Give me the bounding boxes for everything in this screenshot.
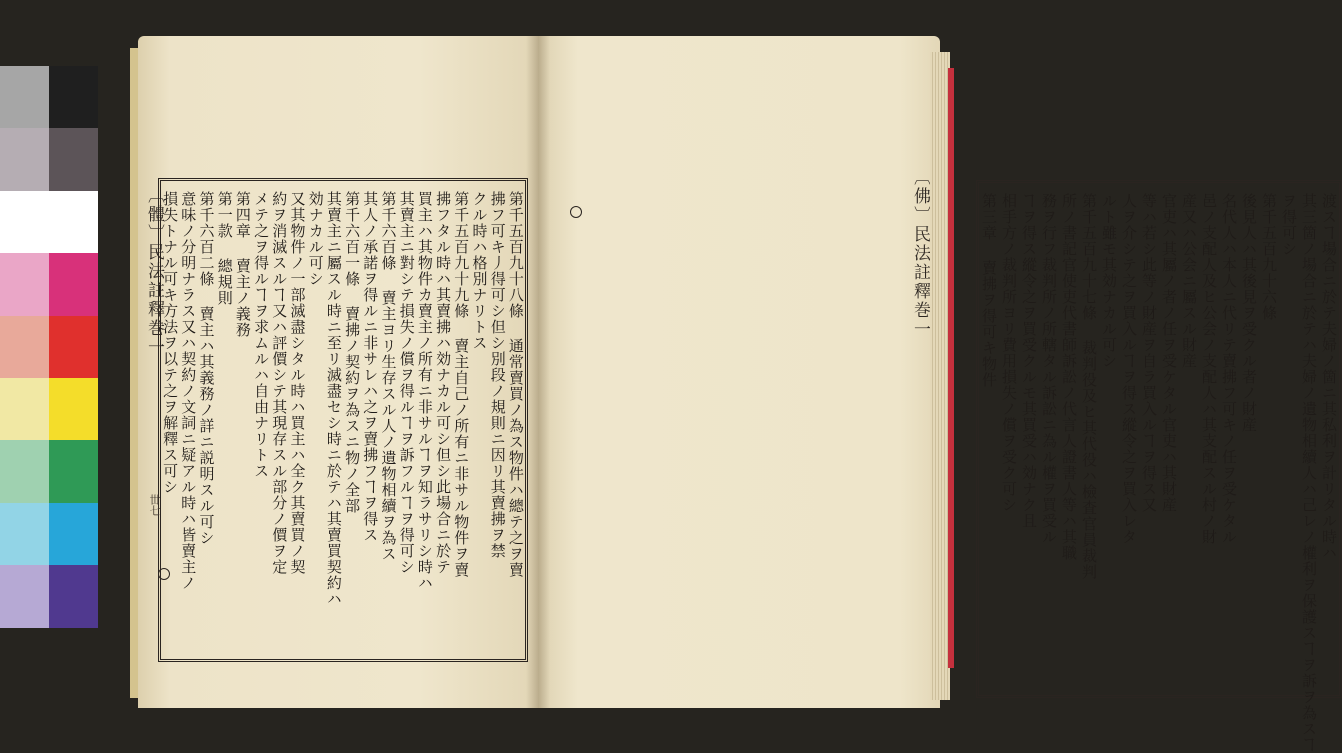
text-column: 其三箇ノ場合ニ於テハ夫婦ノ遺物相續人ハ己レノ權利ヲ保護スヿヲ訴ヲ為スヿ [1300, 193, 1318, 753]
text-column: 第千五百九十七條 裁判役及ヒ其代役ハ檢査官員裁判 [1080, 193, 1098, 580]
text-column: 又其物件ノ一部滅盡シタル時ハ買主ハ全ク其賣買ノ契 [288, 191, 307, 575]
text-column: ヲ得可シ [1280, 193, 1298, 257]
color-swatch [0, 503, 49, 565]
text-column: 買主ハ其物件カ賣主ノ所有ニ非サルヿヲ知ラサリシ時ハ [415, 191, 434, 591]
text-column: 第千五百九十九條 賣主自己ノ所有ニ非サル物件ヲ賣 [452, 191, 471, 578]
color-swatch [49, 316, 98, 378]
text-column: 拂フタル時ハ其賣拂ハ効ナカル可シ但シ此場合ニ於テ [434, 191, 453, 575]
text-column: 拂フ可キ丿得可シ但シ別段ノ規則ニ因リ其賣拂ヲ禁 [488, 191, 507, 559]
text-column: 人ヲ介シテ之ヲ買入ルヿヲ得ス縱令之ヲ買入レタ [1120, 193, 1138, 545]
text-column: 所ノ書記官使吏代書師訴訟ノ代言人證書人等ハ其職 [1060, 193, 1078, 561]
page-edges [930, 52, 950, 700]
red-page-edge [948, 68, 954, 668]
text-column: 其人ノ承諾ヲ得ルニ非サレハ之ヲ賣拂フヿヲ得ス [361, 191, 380, 543]
left-running-header: 〔體〕民法註釋巻一 [144, 186, 164, 357]
text-column: 其賣主ニ對シテ損失ノ償ヲ得ルヿヲ訴フルヿヲ得可シ [397, 191, 416, 575]
text-column: 官吏ハ其屬ノ者ノ任ヲ受ケタル官吏ハ其財産 [1160, 193, 1178, 513]
left-page [138, 36, 538, 708]
color-swatch [0, 565, 49, 627]
margin-circle-mark [570, 206, 582, 218]
color-calibration-strip [0, 66, 98, 628]
text-column: 等ハ若シ此等ノ財産ヲ自ラ買入ルヿヲ得ス又 [1140, 193, 1158, 513]
text-column: 第千五百九十六條 [1260, 193, 1278, 321]
color-swatch [49, 440, 98, 502]
text-column: 第三章 賣拂ヲ得可キ物件 [980, 193, 998, 388]
text-column: 邑ノ支配人及ヒ公会ノ支配人ハ其支配スル村ノ財 [1200, 193, 1218, 545]
text-column: 第千五百九十八條 通常賣買ノ為ス物件ハ總テ之ヲ賣 [506, 191, 525, 578]
book-gutter [526, 36, 550, 708]
text-column: 其賣主ニ屬スル時ニ至リ滅盡セシ時ニ於テハ其賣買契約ハ [324, 191, 343, 607]
text-column: 第千六百二條 賣主ハ其義務ノ詳ニ説明スル可シ [197, 191, 216, 546]
text-column: 第一款 總規則 [215, 191, 234, 306]
text-column: 第千六百條 賣主ヨリ生存スル人ノ遺物相續ヲ為ス [379, 191, 398, 562]
text-column: 務ヲ行フ裁判所ノ所轄タル訴訟ニ為ル權ヲ買受ル [1040, 193, 1058, 545]
color-swatch [49, 378, 98, 440]
text-column: ヿヲ得ス縱令之ヲ買受クルモ其買受ハ効ナク且 [1020, 193, 1038, 529]
right-running-header: 〔佛〕民法註釋巻一 [910, 168, 930, 339]
color-swatch [0, 253, 49, 315]
color-swatch [0, 378, 49, 440]
color-swatch [0, 66, 49, 128]
right-page [538, 36, 1338, 753]
left-page-number: 丗七 [148, 494, 161, 516]
text-column: クル時ハ格別ナリトス [470, 191, 489, 351]
text-column: ルト雖モ其効ナカル可シ [1100, 193, 1118, 369]
open-book [128, 28, 1338, 753]
text-column: メテ之ヲ得ルヿヲ求ムルハ自由ナリトス [252, 191, 271, 479]
color-swatch [0, 128, 49, 190]
text-column: 渡スヿ場合ニ於テ夫婦ノ箇ニ其私利ヲ計リタル時ハ [1320, 193, 1338, 561]
color-swatch [0, 316, 49, 378]
text-column: 産又ハ公会ニ屬スル財産 [1180, 193, 1198, 369]
text-column: 相手方ノ裁判所ヨリ費用損失ノ償ヲ受ク可シ [1000, 193, 1018, 513]
left-text-frame [158, 178, 528, 662]
color-swatch [0, 440, 49, 502]
text-column: 後見人ハ其後見ヲ受クル者ノ財産 [1240, 193, 1258, 433]
color-swatch [49, 503, 98, 565]
text-column: 約ヲ消滅スルヿ又ハ評價シテ其現存スル部分ノ價ヲ定 [270, 191, 289, 575]
text-column: 損失トナル可キ方法ヲ以テ之ヲ解釋ス可シ [161, 191, 180, 495]
text-column: 効ナカル可シ [306, 191, 325, 287]
color-swatch [49, 565, 98, 627]
text-column: 第千六百一條 賣拂ノ契約ヲ為スニ物ノ全部 [343, 191, 362, 514]
color-swatch [49, 128, 98, 190]
text-column: 第四章 賣主ノ義務 [233, 191, 252, 338]
color-swatch [49, 191, 98, 253]
color-swatch [49, 253, 98, 315]
color-swatch [49, 66, 98, 128]
color-swatch [0, 191, 49, 253]
text-column: 名代人ハ本人ニ代リテ賣拂フ可キノ任ヲ受ケタル [1220, 193, 1238, 545]
margin-circle-mark [158, 568, 170, 580]
right-text-frame [976, 180, 1342, 753]
text-column: 意味ノ分明ナラス又ハ契約ノ文詞ニ疑アル時ハ皆賣主ノ [179, 191, 198, 591]
